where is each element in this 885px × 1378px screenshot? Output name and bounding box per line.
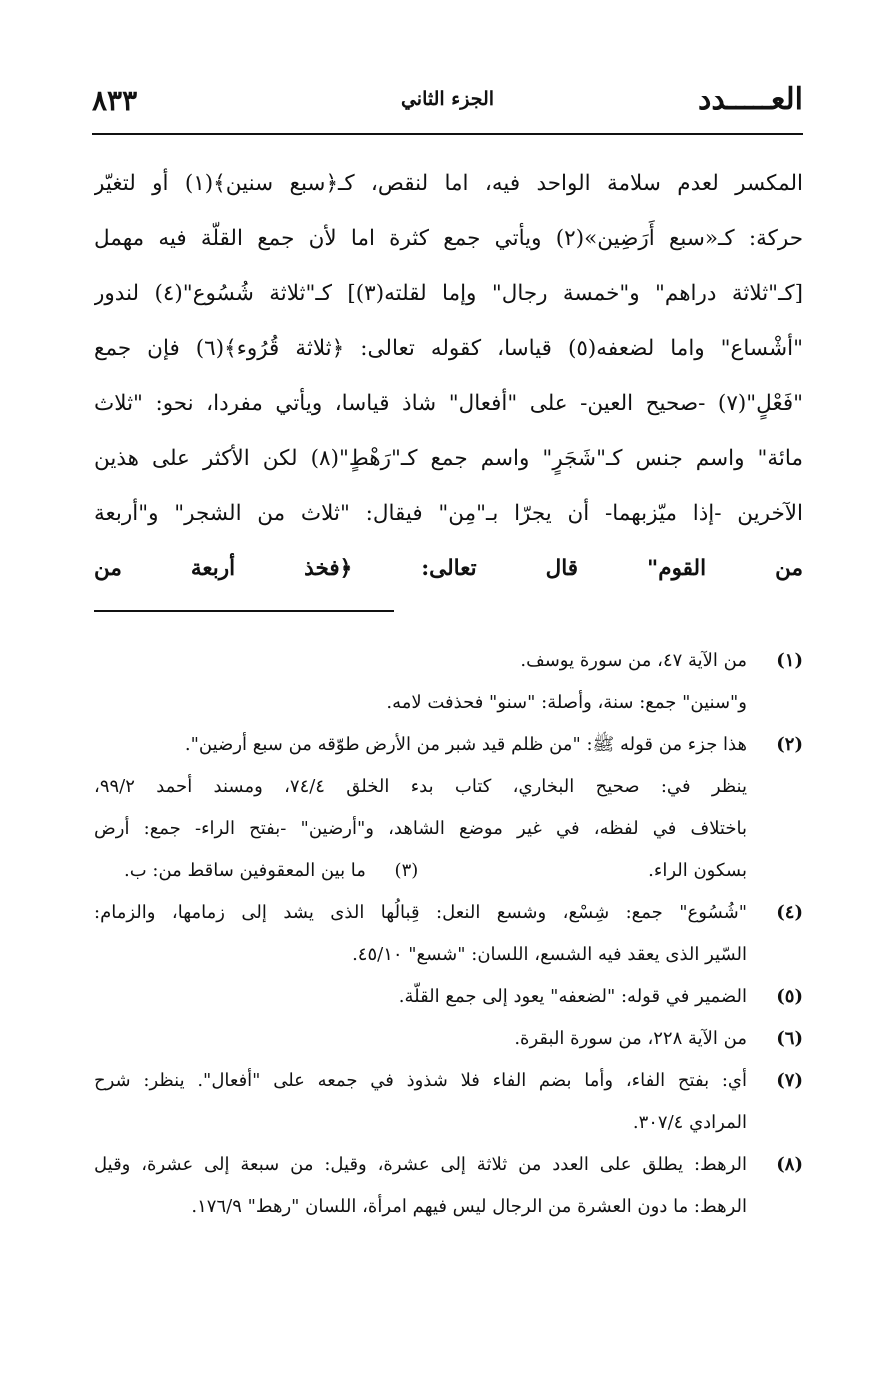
chapter-title: العـــــدد (698, 82, 803, 117)
footnote-number: (٣) (394, 860, 419, 881)
text-line: "فَعْلٍ"(٧) -صحيح العين- على "أفعال" شاذ قياسا، ويأتي مفردا، نحو: "ثلاث (94, 391, 803, 416)
footnote-number: (١) (776, 650, 803, 671)
footnote-line: "شُسُوع" جمع: شِسْع، وشسع النعل: قِبالُها الذى يشد إلى زمامها، والزمام: (94, 902, 747, 923)
header-rule (92, 133, 803, 135)
footnote (94, 1018, 803, 1060)
footnote-number: (٢) (776, 734, 803, 755)
footnote-number: (٤) (776, 902, 803, 923)
running-header (92, 82, 803, 130)
footnote-line: الضمير في قوله: "لضعفه" يعود إلى جمع القلّة. (398, 986, 747, 1007)
footnote-line: المرادي ٣٠٧/٤. (632, 1112, 747, 1133)
footnote-number: (٨) (776, 1154, 803, 1175)
footnote-line: السّير الذى يعقد فيه الشسع، اللسان: "شسع" ٤٥/١٠. (352, 944, 747, 965)
footnote (94, 1144, 803, 1228)
footnote (94, 724, 803, 892)
footnote-line: باختلاف في لفظه، في غير موضع الشاهد، و"أرضين" -بفتح الراء- جمع: أرض (94, 818, 747, 839)
footnote-number: (٧) (776, 1070, 803, 1091)
footnote-line: الرهط: ما دون العشرة من الرجال ليس فيهم امرأة، اللسان "رهط" ١٧٦/٩. (191, 1196, 747, 1217)
text-line: "أشْساع" واما لضعفه(٥) قياسا، كقوله تعالى: ﴿ثلاثة قُرُوء﴾(٦) فإن جمع (94, 336, 803, 361)
text-line: [كـ"ثلاثة دراهم" و"خمسة رجال" وإما لقلته(٣)] كـ"ثلاثة شُسُوع"(٤) لندور (94, 281, 803, 306)
footnote-line: من الآية ٢٢٨، من سورة البقرة. (514, 1028, 747, 1049)
footnote-rule (94, 610, 394, 612)
text-line: المكسر لعدم سلامة الواحد فيه، اما لنقص، كـ﴿سبع سنين﴾(١) أو لتغيّر (94, 171, 803, 196)
footnote-line: من الآية ٤٧، من سورة يوسف. (520, 650, 747, 671)
footnote-line: الرهط: يطلق على العدد من ثلاثة إلى عشرة، وقيل: من سبعة إلى عشرة، وقيل (94, 1154, 747, 1175)
footnote (94, 892, 803, 976)
text-line: حركة: كـ«سبع أَرَضِين»(٢) ويأتي جمع كثرة اما لأن جمع القلّة فيه مهمل (94, 226, 803, 251)
page-number: ٨٣٣ (92, 84, 138, 117)
footnote (94, 1060, 803, 1144)
main-text (94, 160, 803, 600)
footnote-number: (٦) (776, 1028, 803, 1049)
footnote-line: ينظر في: صحيح البخاري، كتاب بدء الخلق ٧٤/٤، ومسند أحمد ٩٩/٢، (94, 776, 747, 797)
text-line: مائة" واسم جنس كـ"شَجَرٍ" واسم جمع كـ"رَهْطٍ"(٨) لكن الأكثر على هذين (94, 446, 803, 471)
footnote-number: (٥) (776, 986, 803, 1007)
text-line: الآخرين -إذا ميّزبهما- أن يجرّا بـ"مِن" فيقال: "ثلاث من الشجر" و"أربعة (94, 501, 803, 526)
footnote-line: أي: بفتح الفاء، وأما بضم الفاء فلا شذوذ في جمعه على "أفعال". ينظر: شرح (94, 1070, 747, 1091)
footnote-line: ما بين المعقوفين ساقط من: ب. (124, 860, 366, 881)
footnotes (94, 640, 803, 1228)
footnote-line: بسكون الراء. (648, 860, 747, 881)
footnote-line: و"سنين" جمع: سنة، وأصلة: "سنو" فحذفت لامه. (386, 692, 747, 713)
footnote (94, 976, 803, 1018)
volume-label: الجزء الثاني (400, 88, 495, 110)
footnote-line: هذا جزء من قوله ﷺ: "من ظلم قيد شبر من الأرض طوّقه من سبع أرضين". (184, 734, 747, 755)
footnote (94, 640, 803, 724)
text-line: من القوم" قال تعالى: ﴿فخذ أربعة من (94, 556, 803, 581)
